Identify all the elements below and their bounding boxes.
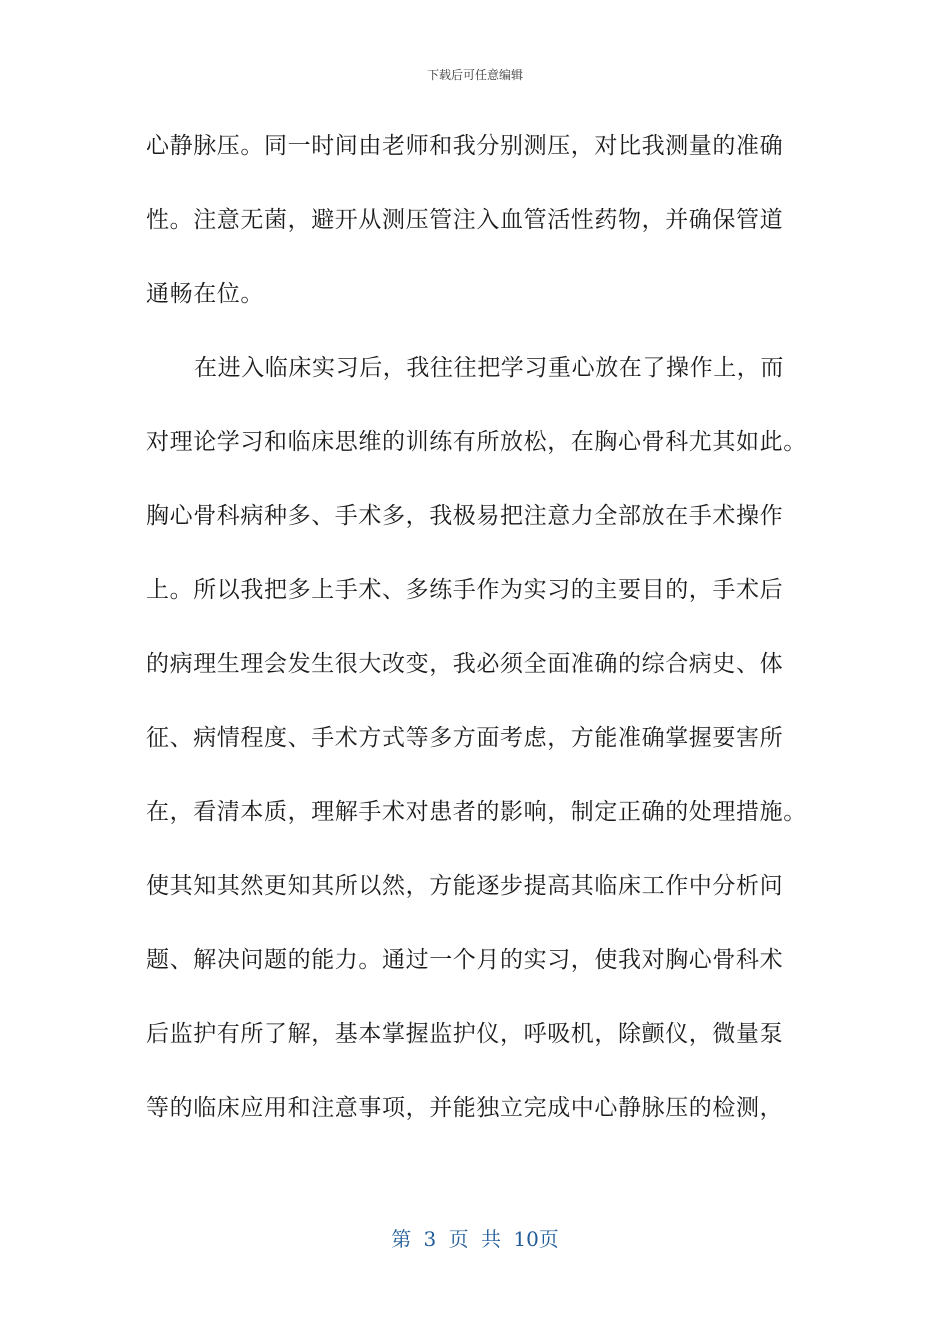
document-body — [146, 128, 814, 1164]
page-header: 下载后可任意编辑 — [426, 68, 523, 82]
page-number-footer: 第 3 页 共 10页 — [391, 1227, 559, 1251]
text-line: 胸心骨科病种多、手术多，我极易把注意力全部放在手术操作 — [146, 503, 784, 529]
text-line: 后监护有所了解，基本掌握监护仪，呼吸机，除颤仪，微量泵 — [146, 1021, 784, 1047]
text-line: 心静脉压。同一时间由老师和我分别测压，对比我测量的准确 — [146, 133, 784, 159]
text-line: 题、解决问题的能力。通过一个月的实习，使我对胸心骨科术 — [146, 947, 784, 973]
paragraph-first-line: 在进入临床实习后，我往往把学习重心放在了操作上，而 — [194, 355, 784, 381]
text-line: 在，看清本质，理解手术对患者的影响，制定正确的处理措施。 — [146, 799, 807, 825]
text-line: 征、病情程度、手术方式等多方面考虑，方能准确掌握要害所 — [146, 725, 784, 751]
text-line: 性。注意无菌，避开从测压管注入血管活性药物，并确保管道 — [146, 207, 784, 233]
text-line: 通畅在位。 — [146, 281, 264, 307]
text-line: 的病理生理会发生很大改变，我必须全面准确的综合病史、体 — [146, 651, 784, 677]
text-line: 上。所以我把多上手术、多练手作为实习的主要目的，手术后 — [146, 577, 784, 603]
text-line: 使其知其然更知其所以然，方能逐步提高其临床工作中分析问 — [146, 873, 784, 899]
text-line: 等的临床应用和注意事项，并能独立完成中心静脉压的检测， — [146, 1095, 784, 1121]
text-line: 对理论学习和临床思维的训练有所放松，在胸心骨科尤其如此。 — [146, 429, 807, 455]
